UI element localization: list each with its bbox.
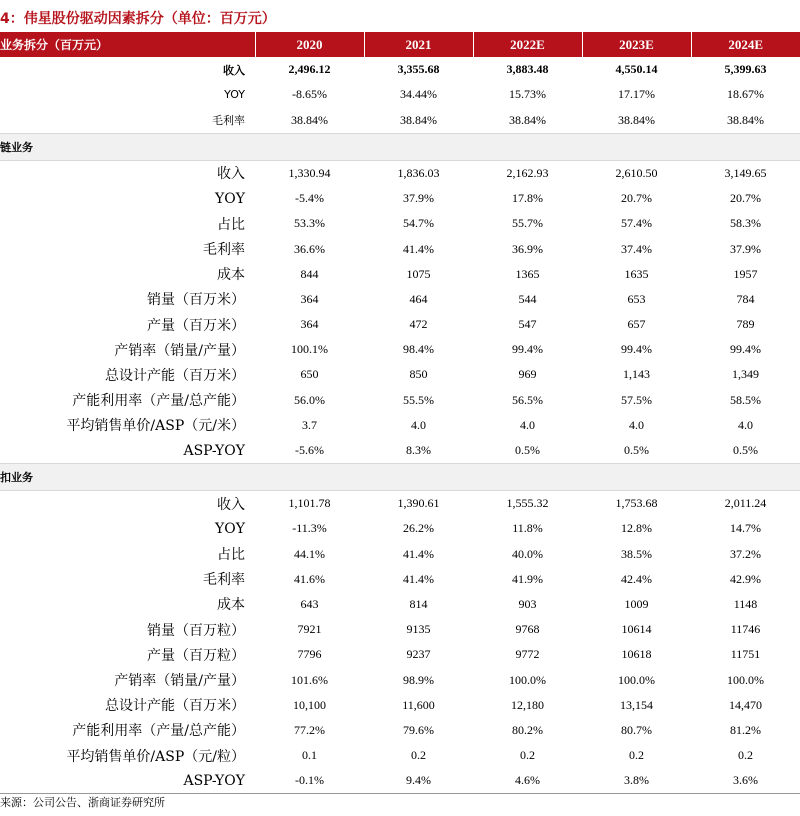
row-label: 收入 <box>217 496 245 513</box>
segment-header-row <box>0 133 800 160</box>
row-value: -5.4% <box>295 191 324 206</box>
row-value: 4.0 <box>411 417 426 432</box>
table-header <box>0 32 800 57</box>
table-caption: 4：伟星股份驱动因素拆分（单位：百万元） <box>0 11 276 27</box>
header-year-2022e: 2022E <box>473 32 582 57</box>
table-row <box>0 617 800 642</box>
header-year-2023e: 2023E <box>582 32 691 57</box>
row-value: 11746 <box>730 622 761 637</box>
row-label: YOY <box>215 520 245 537</box>
row-value: 36.9% <box>512 241 543 256</box>
row-value: 18.67% <box>727 87 764 102</box>
row-value: 57.5% <box>621 392 652 407</box>
row-value: 5,399.63 <box>724 62 767 77</box>
row-value: 969 <box>518 367 537 382</box>
row-label: 销量（百万米） <box>147 292 245 309</box>
row-value: -11.3% <box>292 521 327 536</box>
table-row <box>0 642 800 667</box>
row-value: 12.8% <box>621 521 652 536</box>
summary-row <box>0 108 800 134</box>
row-value: 100.0% <box>618 672 655 687</box>
row-value: 9768 <box>515 622 540 637</box>
row-value: 4.0 <box>738 417 753 432</box>
table-row <box>0 768 800 794</box>
segment-header-row <box>0 464 800 491</box>
row-label: ASP-YOY <box>183 442 245 459</box>
row-value: 814 <box>409 596 428 611</box>
row-value: 99.4% <box>512 342 543 357</box>
row-value: 101.6% <box>291 672 328 687</box>
row-value: 789 <box>736 317 755 332</box>
row-value: 0.5% <box>624 443 649 458</box>
row-value: 20.7% <box>730 191 761 206</box>
row-value: 547 <box>518 317 537 332</box>
row-value: 1,349 <box>732 367 759 382</box>
row-value: 99.4% <box>621 342 652 357</box>
row-value: 9772 <box>515 647 540 662</box>
row-label: 平均销售单价/ASP（元/米） <box>66 418 245 435</box>
table-row <box>0 567 800 592</box>
row-value: 37.9% <box>403 191 434 206</box>
row-value: 55.5% <box>403 392 434 407</box>
row-value: 0.2 <box>629 748 644 763</box>
row-value: 10,100 <box>293 697 326 712</box>
row-value: 544 <box>518 291 537 306</box>
row-value: 38.84% <box>291 112 328 127</box>
table-row <box>0 667 800 692</box>
row-value: 44.1% <box>294 546 325 561</box>
row-value: 38.84% <box>400 112 437 127</box>
row-value: 38.84% <box>509 112 546 127</box>
row-value: 11751 <box>730 647 761 662</box>
row-label: 成本 <box>217 597 245 614</box>
header-year-2024e: 2024E <box>691 32 800 57</box>
row-value: 8.3% <box>406 443 431 458</box>
table-row <box>0 491 800 517</box>
row-value: 42.4% <box>621 571 652 586</box>
source-note: 来源：公司公告、浙商证券研究所 <box>0 796 165 809</box>
row-value: 37.9% <box>730 241 761 256</box>
row-label: 产量（百万米） <box>147 317 245 334</box>
row-value: 4,550.14 <box>615 62 658 77</box>
row-value: 364 <box>300 291 319 306</box>
row-value: 1635 <box>624 266 649 281</box>
row-value: 37.4% <box>621 241 652 256</box>
row-value: 0.1 <box>302 748 317 763</box>
summary-row <box>0 57 800 82</box>
row-value: 80.7% <box>621 722 652 737</box>
row-value: 100.0% <box>509 672 546 687</box>
row-value: 100.1% <box>291 342 328 357</box>
row-value: 20.7% <box>621 191 652 206</box>
row-value: 4.6% <box>473 768 582 794</box>
row-label: 产量（百万粒） <box>147 647 245 664</box>
driver-breakdown-table-wrap <box>0 32 800 794</box>
table-row <box>0 186 800 211</box>
row-value: 58.3% <box>730 216 761 231</box>
row-value: 2,610.50 <box>615 165 658 180</box>
row-value: 10618 <box>621 647 652 662</box>
row-value: 0.2 <box>738 748 753 763</box>
summary-row <box>0 82 800 107</box>
table-row <box>0 516 800 541</box>
row-value: 26.2% <box>403 521 434 536</box>
row-value: 2,011.24 <box>724 496 767 511</box>
header-row <box>0 32 800 57</box>
row-value: 1,330.94 <box>288 165 331 180</box>
table-row <box>0 337 800 362</box>
table-row <box>0 312 800 337</box>
table-row <box>0 693 800 718</box>
table-row <box>0 236 800 261</box>
row-value: 1,143 <box>623 367 650 382</box>
row-value: 1,390.61 <box>397 496 440 511</box>
row-value: 1075 <box>406 266 431 281</box>
row-value: 14,470 <box>729 697 762 712</box>
row-label: 产销率（销量/产量） <box>114 673 245 690</box>
row-value: 4.0 <box>520 417 535 432</box>
row-value: 3,149.65 <box>724 165 767 180</box>
row-value: 53.3% <box>294 216 325 231</box>
row-value: 55.7% <box>512 216 543 231</box>
row-value: 3.7 <box>302 417 317 432</box>
row-value: 650 <box>300 367 319 382</box>
row-value: 17.17% <box>618 87 655 102</box>
header-year-2021: 2021 <box>364 32 473 57</box>
table-row <box>0 438 800 464</box>
row-value: 0.5% <box>515 443 540 458</box>
table-row <box>0 743 800 768</box>
row-value: 844 <box>300 266 319 281</box>
table-row <box>0 362 800 387</box>
row-value: 1,753.68 <box>615 496 658 511</box>
row-value: 1,101.78 <box>288 496 331 511</box>
row-value: 657 <box>627 317 646 332</box>
row-label: 毛利率 <box>203 572 245 589</box>
row-value: 653 <box>627 291 646 306</box>
row-value: 79.6% <box>403 722 434 737</box>
row-value: 38.84% <box>727 112 764 127</box>
row-value: 10614 <box>621 622 652 637</box>
row-value: 41.9% <box>512 571 543 586</box>
row-label: 收入 <box>217 166 245 183</box>
row-value: 41.4% <box>403 546 434 561</box>
row-value: 11,600 <box>402 697 435 712</box>
row-value: 15.73% <box>509 87 546 102</box>
row-value: 17.8% <box>512 191 543 206</box>
row-value: 3.8% <box>582 768 691 794</box>
row-value: 0.2 <box>411 748 426 763</box>
row-label: 占比 <box>217 547 245 564</box>
row-label: 占比 <box>217 216 245 233</box>
row-value: 472 <box>409 317 428 332</box>
row-value: 364 <box>300 317 319 332</box>
row-value: 38.5% <box>621 546 652 561</box>
row-value: 80.2% <box>512 722 543 737</box>
row-value: 54.7% <box>403 216 434 231</box>
table-row <box>0 262 800 287</box>
row-label: 收入 <box>223 63 245 77</box>
row-value: 12,180 <box>511 697 544 712</box>
row-value: 98.9% <box>403 672 434 687</box>
row-value: 7796 <box>297 647 322 662</box>
table-body <box>0 57 800 794</box>
row-value: 2,162.93 <box>506 165 549 180</box>
row-value: 41.4% <box>403 241 434 256</box>
row-value: 9135 <box>406 622 431 637</box>
row-value: 99.4% <box>730 342 761 357</box>
row-label: 产能利用率（产量/总产能） <box>72 723 245 740</box>
row-value: 56.0% <box>294 392 325 407</box>
row-value: 464 <box>409 291 428 306</box>
row-value: 14.7% <box>730 521 761 536</box>
row-value: 37.2% <box>730 546 761 561</box>
row-value: -5.6% <box>295 443 324 458</box>
row-value: 36.6% <box>294 241 325 256</box>
table-row <box>0 287 800 312</box>
row-label: 毛利率 <box>212 114 245 128</box>
row-label: 平均销售单价/ASP（元/粒） <box>66 748 245 765</box>
driver-breakdown-table <box>0 32 800 794</box>
row-value: 58.5% <box>730 392 761 407</box>
row-value: 2,496.12 <box>288 62 331 77</box>
row-value: 57.4% <box>621 216 652 231</box>
row-label: ASP-YOY <box>0 768 255 794</box>
row-label: YOY <box>215 190 245 207</box>
row-value: 1957 <box>733 266 758 281</box>
row-label: 销量（百万粒） <box>147 622 245 639</box>
row-label: 毛利率 <box>203 242 245 259</box>
header-first-col: 业务拆分（百万元） <box>0 32 255 57</box>
row-label: 成本 <box>217 267 245 284</box>
row-value: 11.8% <box>512 521 543 536</box>
row-value: 7921 <box>297 622 322 637</box>
row-value: 77.2% <box>294 722 325 737</box>
table-row <box>0 413 800 438</box>
row-value: 41.4% <box>403 571 434 586</box>
row-label: 总设计产能（百万米） <box>105 698 245 715</box>
row-value: 850 <box>409 367 428 382</box>
segment-title: 扣业务 <box>0 464 800 491</box>
row-label: YOY <box>224 88 245 102</box>
row-value: 0.2 <box>520 748 535 763</box>
row-value: 643 <box>300 596 319 611</box>
row-label: 总设计产能（百万米） <box>105 367 245 384</box>
row-value: 0.5% <box>733 443 758 458</box>
row-value: 3,883.48 <box>506 62 549 77</box>
row-value: 1148 <box>733 596 758 611</box>
row-value: 1,555.32 <box>506 496 549 511</box>
row-value: 56.5% <box>512 392 543 407</box>
row-value: 3,355.68 <box>397 62 440 77</box>
row-label: 产销率（销量/产量） <box>114 342 245 359</box>
table-row <box>0 211 800 236</box>
header-year-2020: 2020 <box>255 32 364 57</box>
table-row <box>0 388 800 413</box>
row-value: 9237 <box>406 647 431 662</box>
table-row <box>0 718 800 743</box>
row-value: 1009 <box>624 596 649 611</box>
row-value: 4.0 <box>629 417 644 432</box>
row-value: 41.6% <box>294 571 325 586</box>
row-value: -8.65% <box>292 87 327 102</box>
row-value: 81.2% <box>730 722 761 737</box>
row-label: 产能利用率（产量/总产能） <box>72 393 245 410</box>
row-value: 784 <box>736 291 755 306</box>
table-row <box>0 160 800 186</box>
row-value: 100.0% <box>727 672 764 687</box>
row-value: 1,836.03 <box>397 165 440 180</box>
row-value: -0.1% <box>255 768 364 794</box>
table-row <box>0 592 800 617</box>
row-value: 98.4% <box>403 342 434 357</box>
segment-title: 链业务 <box>0 133 800 160</box>
row-value: 903 <box>518 596 537 611</box>
row-value: 42.9% <box>730 571 761 586</box>
row-value: 3.6% <box>691 768 800 794</box>
row-value: 9.4% <box>364 768 473 794</box>
row-value: 34.44% <box>400 87 437 102</box>
row-value: 38.84% <box>618 112 655 127</box>
row-value: 40.0% <box>512 546 543 561</box>
table-row <box>0 542 800 567</box>
row-value: 13,154 <box>620 697 653 712</box>
row-value: 1365 <box>515 266 540 281</box>
